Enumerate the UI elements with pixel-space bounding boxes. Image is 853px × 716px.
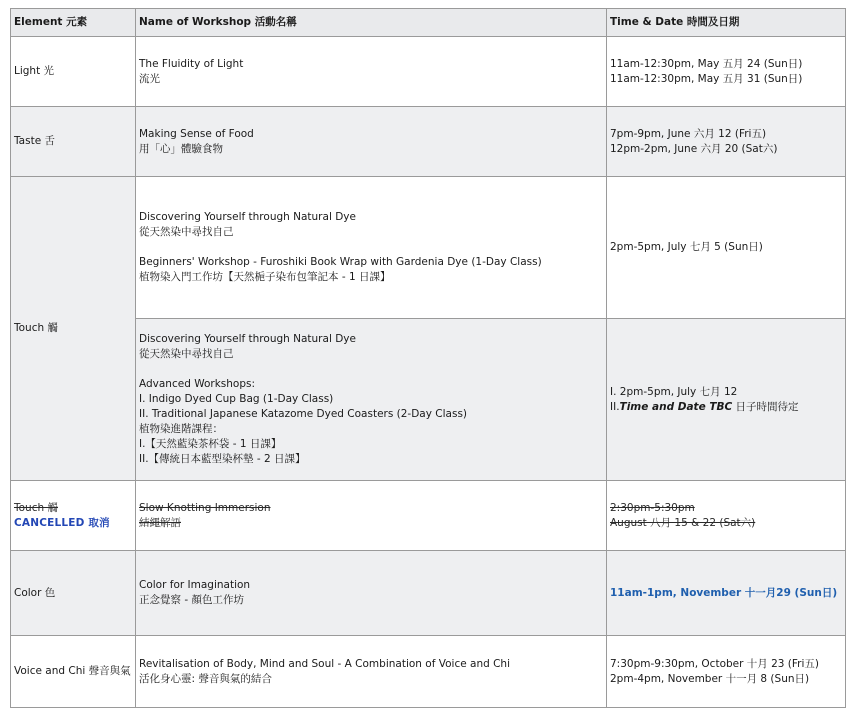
time-prefix: II. xyxy=(610,400,620,413)
time-touch-cancelled xyxy=(607,481,846,551)
time-line: 7pm-9pm, June 六月 12 (Fri五) xyxy=(610,127,767,140)
workshop-title-zh: 用「心」體驗食物 xyxy=(139,142,223,155)
row-touch-beginners xyxy=(11,177,846,319)
workshop-taste xyxy=(136,107,607,177)
workshop-touch-advanced xyxy=(136,319,607,481)
workshop-title: The Fluidity of Light xyxy=(139,57,244,70)
workshop-item-zh: II.【傳統日本藍型染杯墊 - 2 日課】 xyxy=(139,453,306,465)
workshop-item: I. Indigo Dyed Cup Bag (1-Day Class) xyxy=(139,393,334,405)
element-label: Touch 觸 xyxy=(14,501,58,514)
workshop-touch-cancelled xyxy=(136,481,607,551)
header-workshop: Name of Workshop 活動名稱 xyxy=(136,9,607,37)
row-taste xyxy=(11,107,846,177)
time-line: I. 2pm-5pm, July 七月 12 xyxy=(610,385,738,398)
workshop-title: Making Sense of Food xyxy=(139,127,254,140)
element-light: Light 光 xyxy=(11,37,136,107)
spacer xyxy=(139,240,603,255)
workshop-subtitle-zh: 植物染入門工作坊【天然梔子染布包筆記本 - 1 日課】 xyxy=(139,271,391,283)
time-line: 11am-1pm, November 十一月29 (Sun日) xyxy=(610,586,838,599)
workshop-title: Revitalisation of Body, Mind and Soul - A Combination of Voice and Chi xyxy=(139,657,511,670)
row-touch-cancelled xyxy=(11,481,846,551)
workshop-item: II. Traditional Japanese Katazome Dyed Coasters (2-Day Class) xyxy=(139,408,468,420)
element-voice: Voice and Chi 聲音與氣 xyxy=(11,636,136,708)
time-voice xyxy=(607,636,846,708)
workshop-title-zh: 從天然染中尋找自己 xyxy=(139,226,234,238)
workshop-title-zh: 正念覺察 - 顏色工作坊 xyxy=(139,594,244,606)
time-light xyxy=(607,37,846,107)
workshop-title: Slow Knotting Immersion xyxy=(139,501,271,514)
workshop-voice xyxy=(136,636,607,708)
workshop-subtitle: Beginners' Workshop - Furoshiki Book Wrap with Gardenia Dye (1-Day Class) xyxy=(139,256,542,268)
row-light xyxy=(11,37,846,107)
header-element: Element 元素 xyxy=(11,9,136,37)
workshop-item-zh: I.【天然藍染茶杯袋 - 1 日課】 xyxy=(139,438,282,450)
workshop-title: Color for Imagination xyxy=(139,579,251,591)
header-row xyxy=(11,9,846,37)
spacer xyxy=(139,362,603,377)
element-color: Color 色 xyxy=(11,551,136,636)
row-color xyxy=(11,551,846,636)
time-line: 11am-12:30pm, May 五月 24 (Sun日) xyxy=(610,57,803,70)
workshop-title-zh: 結繩解語 xyxy=(139,516,181,529)
element-taste: Taste 舌 xyxy=(11,107,136,177)
workshop-schedule xyxy=(10,8,845,708)
workshop-light xyxy=(136,37,607,107)
time-touch-beginners xyxy=(607,177,846,319)
row-voice xyxy=(11,636,846,708)
time-line: 11am-12:30pm, May 五月 31 (Sun日) xyxy=(610,72,803,85)
time-taste xyxy=(607,107,846,177)
time-suffix: 日子時間待定 xyxy=(732,400,799,413)
header-time: Time & Date 時間及日期 xyxy=(607,9,846,37)
time-line: 2:30pm-5:30pm xyxy=(610,501,695,514)
time-line: August 八月 15 & 22 (Sat六) xyxy=(610,516,756,529)
workshop-touch-beginners xyxy=(136,177,607,319)
element-touch-cancelled xyxy=(11,481,136,551)
time-color xyxy=(607,551,846,636)
time-touch-advanced xyxy=(607,319,846,481)
workshop-title-zh: 從天然染中尋找自己 xyxy=(139,348,234,360)
workshop-title: Discovering Yourself through Natural Dye xyxy=(139,333,356,345)
time-line: 7:30pm-9:30pm, October 十月 23 (Fri五) xyxy=(610,657,820,670)
time-line: 2pm-4pm, November 十一月 8 (Sun日) xyxy=(610,672,810,685)
cancelled-badge: CANCELLED 取消 xyxy=(14,516,110,529)
row-touch-advanced xyxy=(11,319,846,481)
workshop-subtitle: Advanced Workshops: xyxy=(139,378,256,390)
element-touch: Touch 觸 xyxy=(11,177,136,481)
time-tbc: Time and Date TBC xyxy=(619,400,733,413)
time-line xyxy=(610,400,842,415)
workshop-title-zh: 流光 xyxy=(139,72,160,85)
workshop-color xyxy=(136,551,607,636)
workshop-title-zh: 活化身心靈: 聲音與氣的結合 xyxy=(139,672,272,685)
workshop-subtitle-zh: 植物染進階課程： xyxy=(139,423,223,435)
time-line: 2pm-5pm, July 七月 5 (Sun日) xyxy=(610,241,763,253)
workshop-title: Discovering Yourself through Natural Dye xyxy=(139,211,356,223)
time-line: 12pm-2pm, June 六月 20 (Sat六) xyxy=(610,142,778,155)
schedule-table xyxy=(10,8,846,708)
